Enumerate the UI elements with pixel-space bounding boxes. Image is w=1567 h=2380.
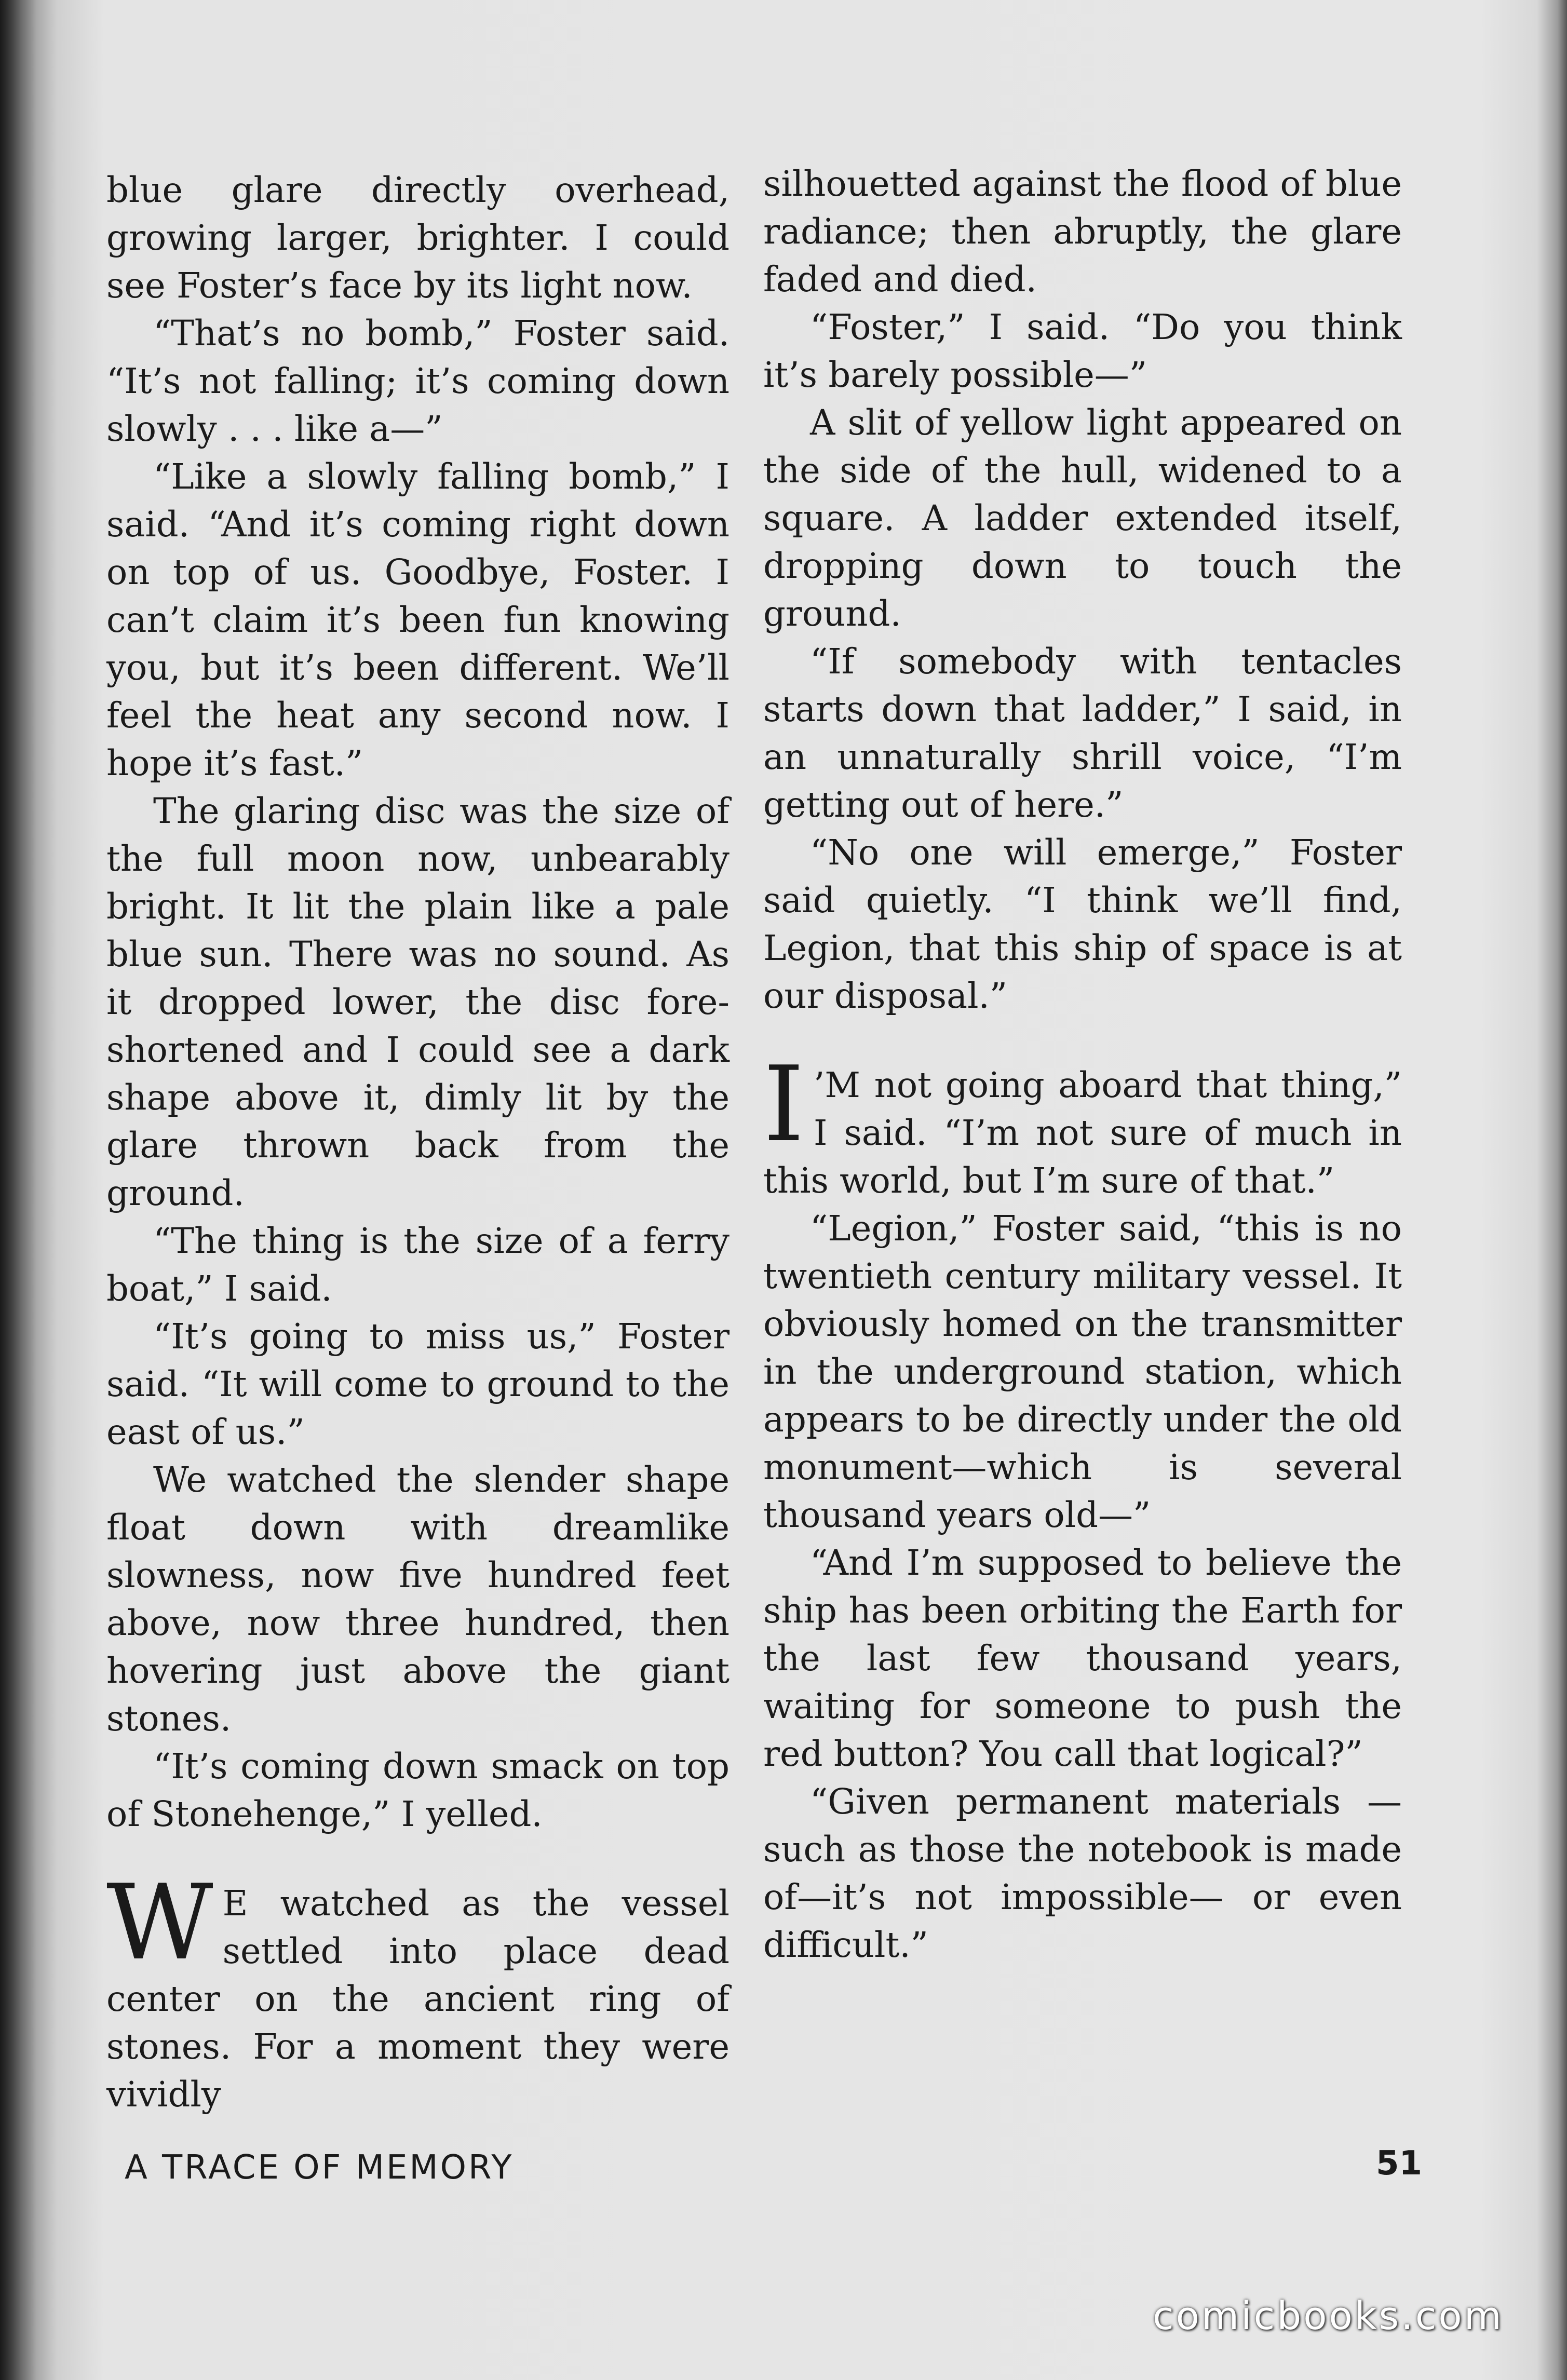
paragraph: “It’s coming down smack on top of Stonehenge,” I yelled. [106, 1746, 730, 1834]
paragraph: “It’s going to miss us,” Foster said. “It will come to ground to the east of us.” [106, 1316, 730, 1452]
paragraph: “That’s no bomb,” Foster said. “It’s not falling; it’s coming down slowly . . . like a—” [106, 313, 730, 449]
drop-cap: W [106, 1862, 213, 1983]
paragraph: The glaring disc was the size of the full moon now, unbearably bright. It lit the plain like a pale blue sun. There was no sound. As it dropped lower, the disc fore-shortened and I could see a dark shape above it, dimly lit by the glare thrown back from the ground. [106, 791, 730, 1213]
section-paragraph [763, 1044, 1402, 1205]
spine-shadow [0, 0, 36, 2380]
paragraph: blue glare directly overhead, growing larger, brighter. I could see Foster’s face by its light now. [106, 170, 730, 306]
drop-cap: I [763, 1044, 805, 1165]
section-paragraph [106, 1862, 730, 2118]
paragraph: “Legion,” Foster said, “this is no twentieth century military vessel. It obviously homed on the transmitter in the underground station, which appears to be directly under the old monument—which is several thousand years old—” [763, 1208, 1402, 1535]
paragraph-text: E watched as the vessel settled into place dead center on the ancient ring of stones. For a moment they were vividly [106, 1883, 730, 2115]
paragraph: “And I’m supposed to believe the ship has been orbiting the Earth for the last few thousand years, waiting for someone to push the red button? You call that logical?” [763, 1543, 1402, 1774]
running-footer-title: A TRACE OF MEMORY [125, 2148, 514, 2187]
page-number: 51 [1376, 2144, 1423, 2183]
paragraph-text: ’M not going aboard that thing,” I said. “I’m not sure of much in this world, but I’m sure of that.” [763, 1065, 1402, 1201]
paragraph: “Given permanent materials —such as those the notebook is made of—it’s not impossible— or even difficult.” [763, 1781, 1402, 1965]
paragraph: silhouetted against the flood of blue radiance; then abruptly, the glare faded and died. [763, 164, 1402, 300]
paragraph: “Foster,” I said. “Do you think it’s barely possible—” [763, 307, 1402, 395]
watermark: comicbooks.com [1153, 2294, 1504, 2338]
paragraph: We watched the slender shape float down with dreamlike slowness, now five hundred feet above, now three hundred, then hovering just above the giant stones. [106, 1459, 730, 1739]
paragraph: “Like a slowly falling bomb,” I said. “And it’s coming right down on top of us. Goodbye, Foster. I can’t claim it’s been fun knowing you, but it’s been different. We’ll feel the heat any second now. I hope it’s fast.” [106, 456, 730, 783]
paragraph: A slit of yellow light appeared on the side of the hull, widened to a square. A ladder extended itself, dropping down to touch the ground. [763, 402, 1402, 634]
left-column [106, 166, 730, 2118]
paragraph: “The thing is the size of a ferry boat,” I said. [106, 1221, 730, 1309]
right-column [763, 160, 1402, 1969]
paragraph: “No one will emerge,” Foster said quietly. “I think we’ll find, Legion, that this ship of space is at our disposal.” [763, 832, 1402, 1016]
paragraph: “If somebody with tentacles starts down that ladder,” I said, in an unnaturally shrill voice, “I’m getting out of here.” [763, 641, 1402, 825]
